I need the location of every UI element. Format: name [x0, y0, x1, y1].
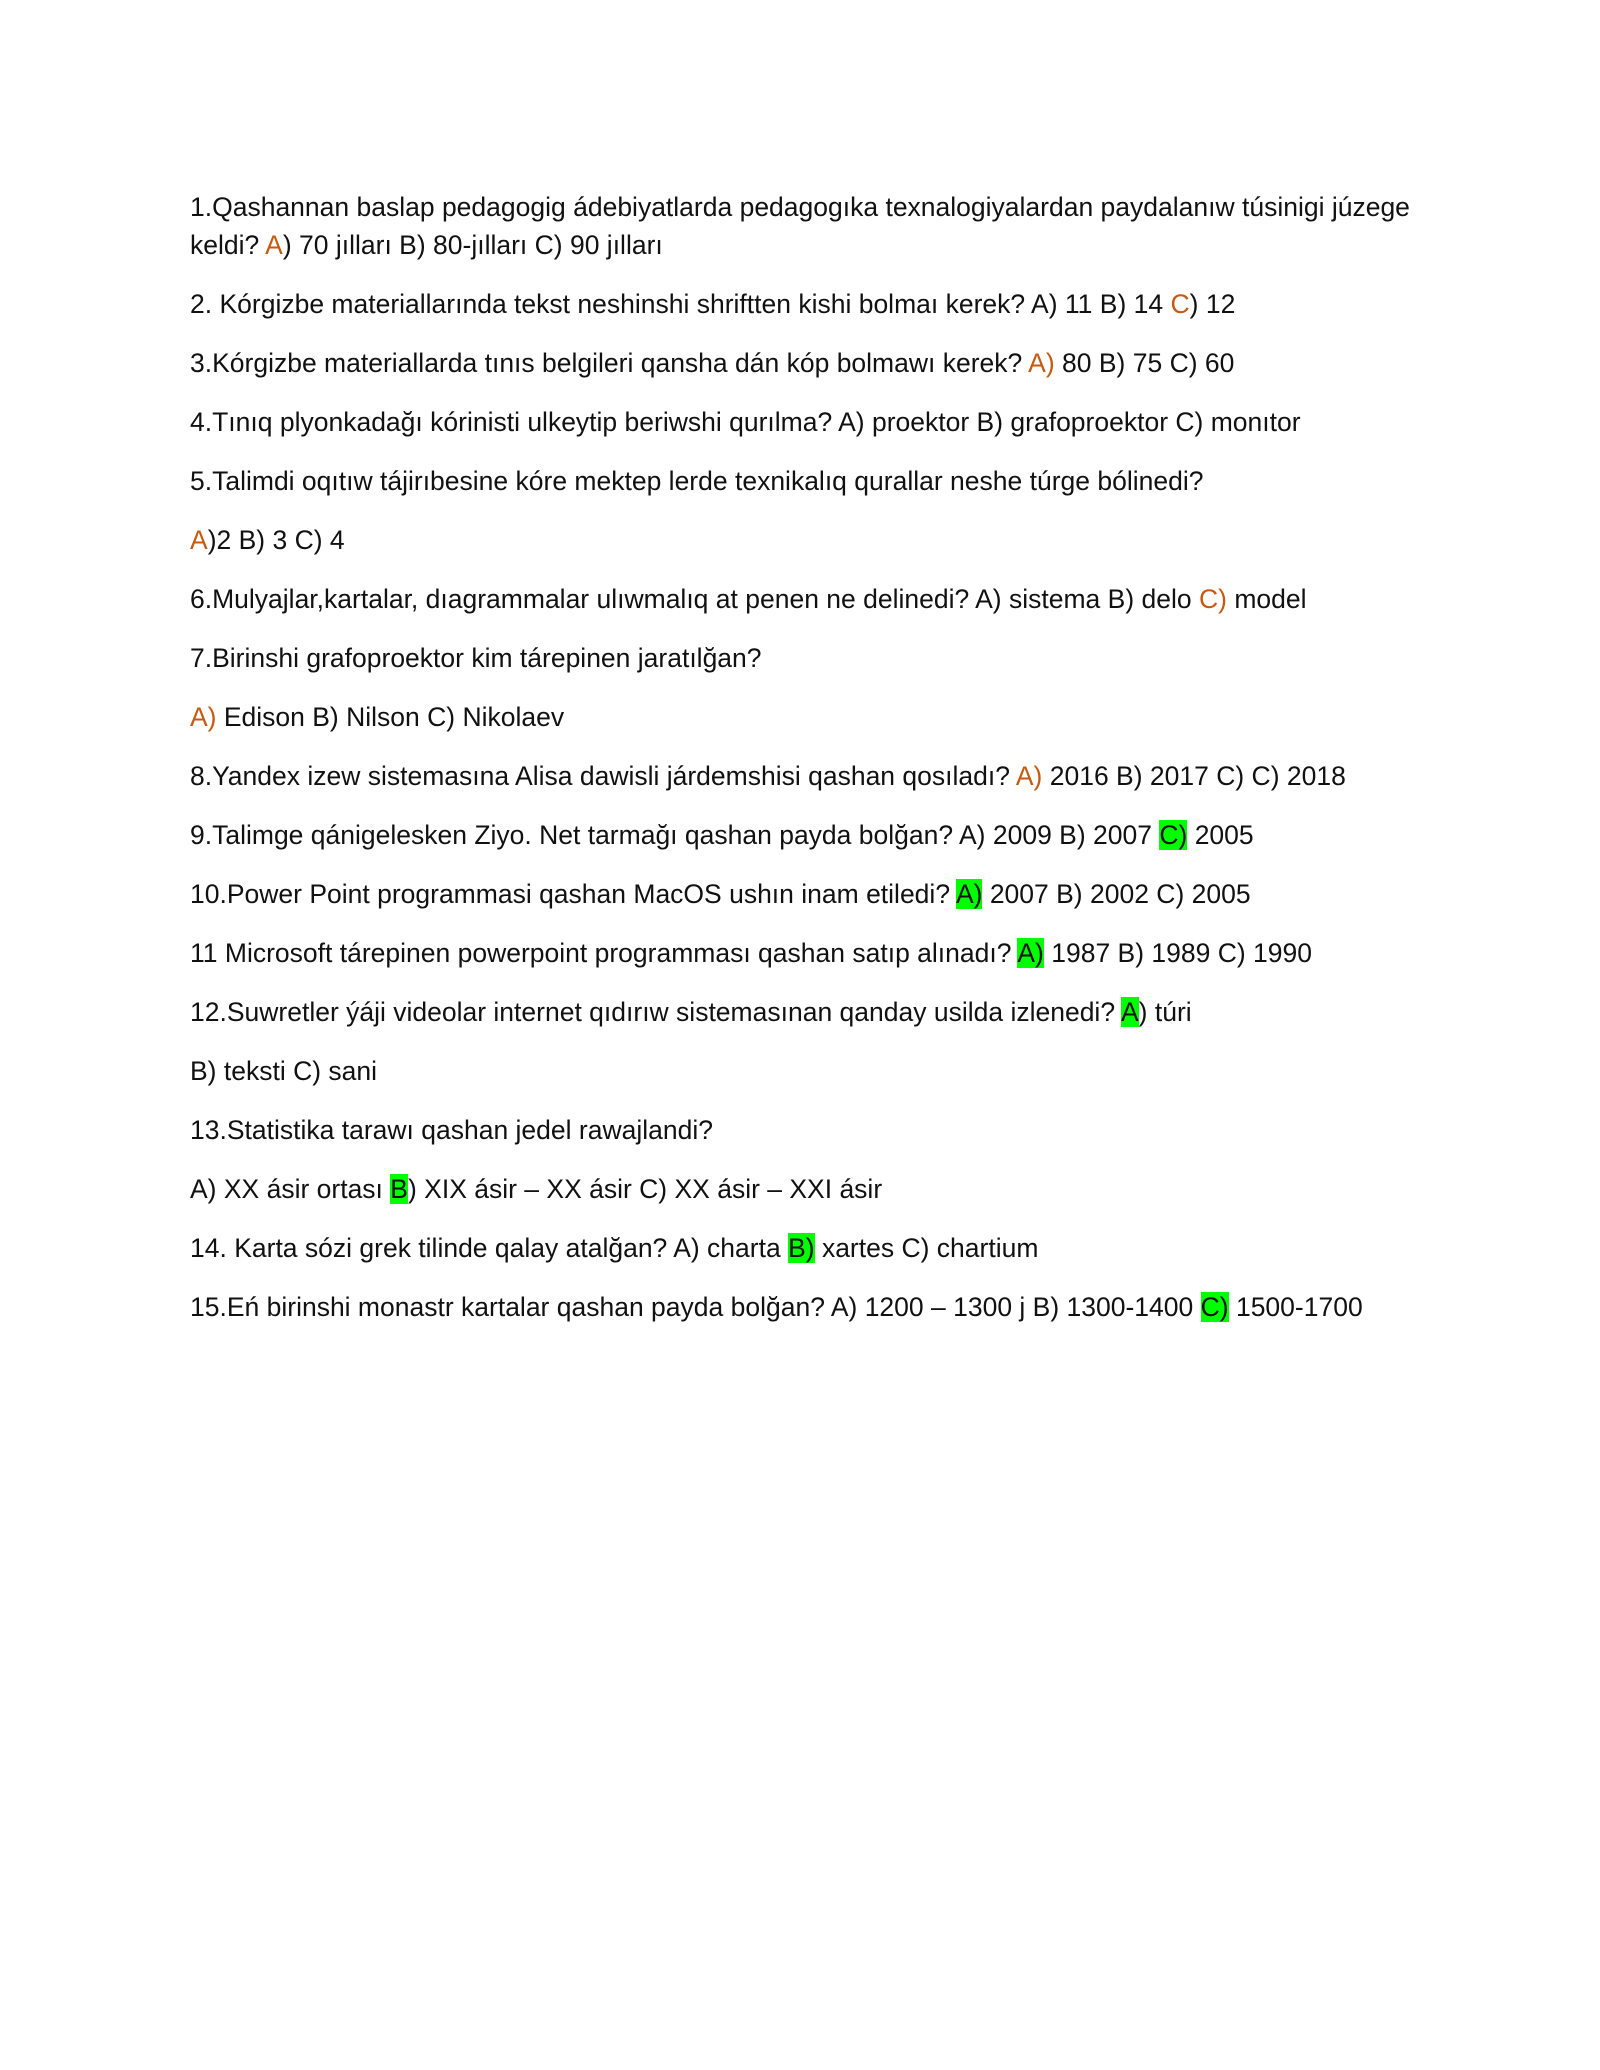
question-text: 1.Qashannan baslap pedagogig ádebiyatlarda pedagogıka texnalogiyalardan paydalanıw túsinigi júzege keldi? — [190, 192, 1410, 260]
question-12 — [190, 993, 1440, 1031]
question-8 — [190, 757, 1440, 795]
question-10 — [190, 875, 1440, 913]
question-text: 5.Talimdi oqıtıw tájirıbesine kóre mektep lerde texnikalıq qurallar neshe túrge bólinedi? — [190, 466, 1204, 496]
answer-marker: A) — [1015, 761, 1043, 791]
answer-highlight: A) — [1017, 938, 1044, 968]
question-options: ) 70 jılları B) 80-jılları C) 90 jılları — [282, 230, 663, 260]
question-15 — [190, 1288, 1440, 1326]
question-options: B) teksti C) sani — [190, 1056, 378, 1086]
question-options: 1987 B) 1989 C) 1990 — [1043, 938, 1313, 968]
question-text: 13.Statistika tarawı qashan jedel rawajlandi? — [190, 1115, 713, 1145]
question-14 — [190, 1229, 1440, 1267]
question-text: 14. Karta sózi grek tilinde qalay atalğan? A) charta — [190, 1233, 789, 1263]
question-options: model — [1226, 584, 1307, 614]
question-text: 4.Tınıq plyonkadağı kórinisti ulkeytip beriwshi qurılma? A) proektor B) grafoproektor C) monıtor — [190, 407, 1301, 437]
answer-highlight: B — [390, 1174, 408, 1204]
question-11 — [190, 934, 1440, 972]
document-page — [190, 188, 1440, 1347]
question-text: 8.Yandex izew sistemasına Alisa dawisli járdemshisi qashan qosıladı? — [190, 761, 1016, 791]
question-7 — [190, 639, 1440, 677]
question-options: xartes C) chartium — [814, 1233, 1039, 1263]
answer-highlight: C) — [1200, 1292, 1229, 1322]
question-12-options — [190, 1052, 1440, 1090]
question-text: 2. Kórgizbe materiallarında tekst neshinshi shriftten kishi bolmaı kerek? A) 11 B) 14 — [190, 289, 1171, 319]
question-13-options — [190, 1170, 1440, 1208]
question-text: 12.Suwretler ýáji videolar internet qıdırıw sistemasınan qanday usilda izlenedi? — [190, 997, 1121, 1027]
question-options: ) XIX ásir – XX ásir C) XX ásir – XXI ásir — [407, 1174, 883, 1204]
answer-marker: A — [265, 230, 283, 260]
answer-marker: A) — [1028, 348, 1055, 378]
question-options: 80 B) 75 C) 60 — [1054, 348, 1235, 378]
question-2 — [190, 285, 1440, 323]
question-5 — [190, 462, 1440, 500]
answer-highlight: A — [1120, 997, 1139, 1027]
question-options: 2016 B) 2017 C) C) 2018 — [1042, 761, 1346, 791]
answer-highlight: C) — [1159, 820, 1188, 850]
question-options: 2005 — [1187, 820, 1254, 850]
question-options: Edison B) Nilson C) Nikolaev — [216, 702, 565, 732]
question-options: 1500-1700 — [1228, 1292, 1363, 1322]
question-options: ) túri — [1138, 997, 1192, 1027]
question-5-options — [190, 521, 1440, 559]
question-text: 11 Microsoft tárepinen powerpoint programması qashan satıp alınadı? — [190, 938, 1018, 968]
question-options: ) 12 — [1189, 289, 1236, 319]
question-6 — [190, 580, 1440, 618]
question-9 — [190, 816, 1440, 854]
question-text: 9.Talimge qánigelesken Ziyo. Net tarmağı qashan payda bolğan? A) 2009 B) 2007 — [190, 820, 1160, 850]
answer-marker: A) — [190, 702, 217, 732]
question-1 — [190, 188, 1440, 264]
answer-highlight: A) — [955, 879, 983, 909]
question-text: 15.Eń birinshi monastr kartalar qashan payda bolğan? A) 1200 – 1300 j B) 1300-1400 — [190, 1292, 1201, 1322]
question-text: 7.Birinshi grafoproektor kim tárepinen jaratılğan? — [190, 643, 762, 673]
answer-marker: A — [190, 525, 208, 555]
question-13 — [190, 1111, 1440, 1149]
question-text: 6.Mulyajlar,kartalar, dıagrammalar ulıwmalıq at penen ne delinedi? A) sistema B) delo — [190, 584, 1199, 614]
question-text: 3.Kórgizbe materiallarda tınıs belgileri qansha dán kóp bolmawı kerek? — [190, 348, 1029, 378]
question-7-options — [190, 698, 1440, 736]
question-4 — [190, 403, 1440, 441]
question-text: 10.Power Point programmasi qashan MacOS ushın inam etiledi? — [190, 879, 956, 909]
question-options: A) XX ásir ortası — [190, 1174, 391, 1204]
question-3 — [190, 344, 1440, 382]
answer-marker: C) — [1198, 584, 1227, 614]
answer-highlight: B) — [788, 1233, 815, 1263]
question-options: 2007 B) 2002 C) 2005 — [982, 879, 1251, 909]
answer-marker: C — [1170, 289, 1190, 319]
question-options: )2 B) 3 C) 4 — [207, 525, 345, 555]
